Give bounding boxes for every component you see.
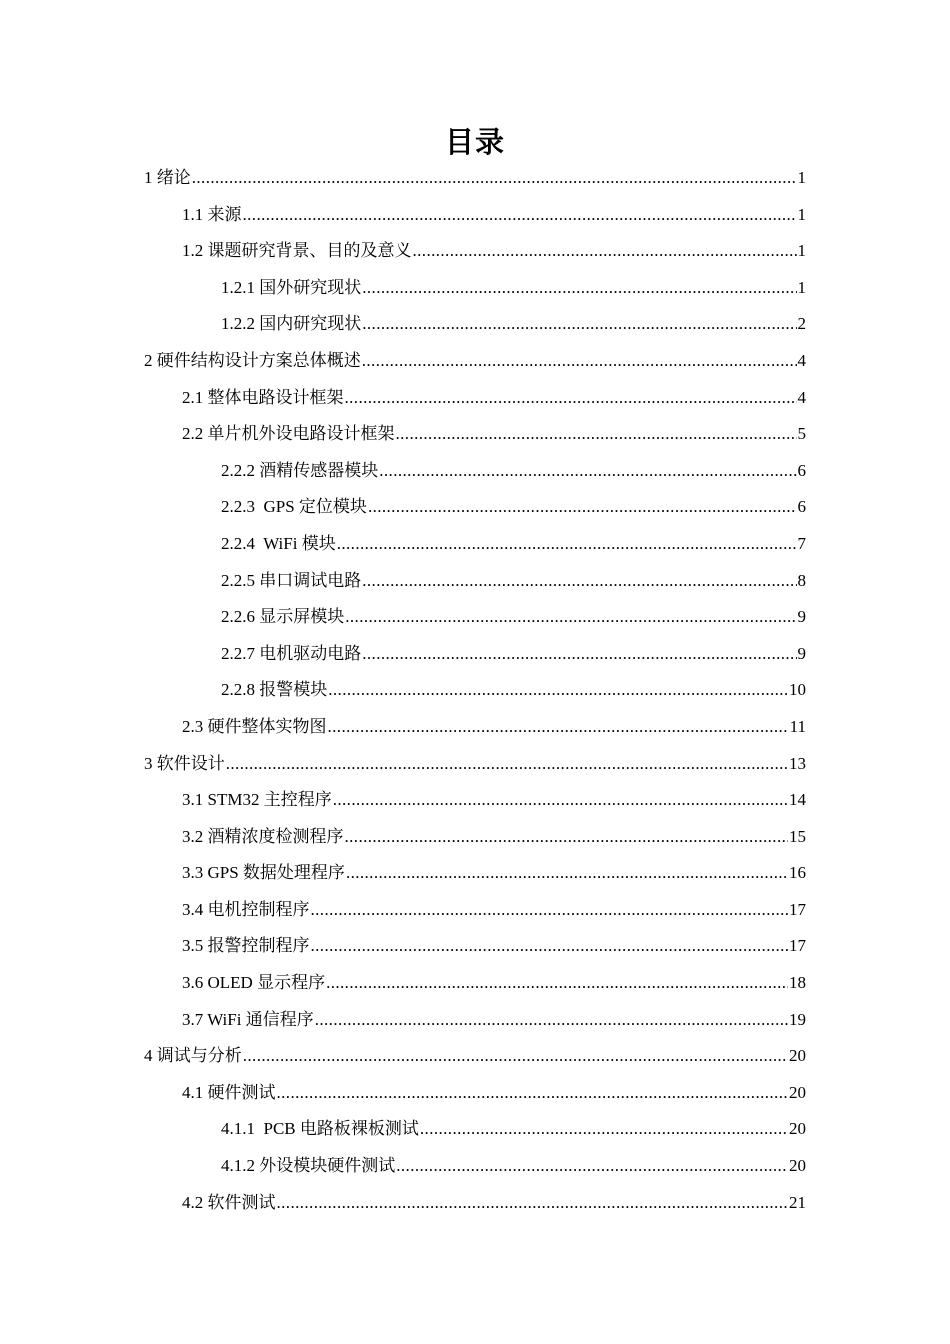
toc-entry-page: 13 <box>789 753 806 773</box>
toc-entry-page: 1 <box>797 277 806 297</box>
dot-leader <box>345 599 796 636</box>
toc-entry-text: 2.1 整体电路设计框架 <box>182 387 344 407</box>
toc-entry[interactable] <box>0 453 950 490</box>
dot-leader <box>326 965 788 1002</box>
toc-entry[interactable] <box>0 416 950 453</box>
toc-entry-page: 7 <box>797 533 806 553</box>
toc-entry-text: 2.2.6 显示屏模块 <box>221 607 345 627</box>
toc-entry-text: 2 硬件结构设计方案总体概述 <box>144 350 361 370</box>
toc-entry-page: 6 <box>797 460 806 480</box>
toc-entry-text: 4 调试与分析 <box>144 1046 242 1066</box>
dot-leader <box>362 636 796 673</box>
toc-entry[interactable] <box>0 1111 950 1148</box>
dot-leader <box>346 855 788 892</box>
dot-leader <box>362 270 796 307</box>
toc-entry[interactable] <box>0 197 950 234</box>
toc-entry-text: 1.2.2 国内研究现状 <box>221 314 362 334</box>
toc-entry-text: 2.2.3 GPS 定位模块 <box>221 497 367 517</box>
toc-entry-text: 4.1 硬件测试 <box>182 1082 276 1102</box>
dot-leader <box>345 380 797 417</box>
toc-entry[interactable] <box>0 1148 950 1185</box>
toc-entry-page: 10 <box>789 680 806 700</box>
toc-entry-text: 3.6 OLED 显示程序 <box>182 973 326 993</box>
toc-entry[interactable] <box>0 855 950 892</box>
toc-entry-page: 14 <box>789 790 806 810</box>
dot-leader <box>413 233 797 270</box>
toc-entry-page: 1 <box>797 168 806 187</box>
toc-entry-text: 2.2 单片机外设电路设计框架 <box>182 424 395 444</box>
toc-entry-text: 3.7 WiFi 通信程序 <box>182 1009 314 1029</box>
dot-leader <box>192 160 797 197</box>
toc-entry-text: 4.1.1 PCB 电路板裸板测试 <box>221 1119 419 1139</box>
toc-entry-text: 1.2.1 国外研究现状 <box>221 277 362 297</box>
dot-leader <box>226 746 788 783</box>
toc-entry[interactable] <box>0 270 950 307</box>
dot-leader <box>362 343 797 380</box>
toc-entry-page: 18 <box>789 973 806 993</box>
toc-entry-page: 21 <box>789 1192 806 1212</box>
toc-entry-text: 3 软件设计 <box>144 753 225 773</box>
toc-entry-text: 2.2.5 串口调试电路 <box>221 570 362 590</box>
toc-entry[interactable] <box>0 160 950 197</box>
dot-leader <box>243 197 797 234</box>
toc-entry-page: 4 <box>797 350 806 370</box>
toc-entry[interactable] <box>0 928 950 965</box>
toc-entry-page: 19 <box>789 1009 806 1029</box>
toc-entry[interactable] <box>0 965 950 1002</box>
toc-entry[interactable] <box>0 599 950 636</box>
dot-leader <box>345 819 789 856</box>
toc-entry-page: 20 <box>789 1156 806 1176</box>
toc-entry-page: 6 <box>797 497 806 517</box>
dot-leader <box>379 453 796 490</box>
toc-entry-text: 4.2 软件测试 <box>182 1192 276 1212</box>
page-title: 目录 <box>444 125 505 159</box>
dot-leader <box>311 892 789 929</box>
toc-entry-page: 9 <box>797 607 806 627</box>
toc-entry-page: 2 <box>797 314 806 334</box>
toc-entry[interactable] <box>0 306 950 343</box>
toc-entry[interactable] <box>0 1185 950 1222</box>
toc-entry-text: 2.2.8 报警模块 <box>221 680 328 700</box>
toc-entry[interactable] <box>0 819 950 856</box>
toc-entry[interactable] <box>0 489 950 526</box>
dot-leader <box>311 928 789 965</box>
toc-entry-page: 1 <box>797 204 806 224</box>
dot-leader <box>277 1075 789 1112</box>
dot-leader <box>328 672 788 709</box>
dot-leader <box>243 1038 788 1075</box>
toc-entry-text: 1 绪论 <box>144 168 191 187</box>
toc-entry-page: 5 <box>797 424 806 444</box>
toc-entry[interactable] <box>0 380 950 417</box>
dot-leader <box>315 1002 788 1039</box>
toc-entry-page: 16 <box>789 863 806 883</box>
toc-entry-text: 2.2.4 WiFi 模块 <box>221 533 336 553</box>
toc-entry[interactable] <box>0 1002 950 1039</box>
toc-entry-text: 3.2 酒精浓度检测程序 <box>182 826 344 846</box>
toc-entry-page: 17 <box>789 899 806 919</box>
toc-entry-text: 1.2 课题研究背景、目的及意义 <box>182 241 412 261</box>
dot-leader <box>337 526 797 563</box>
dot-leader <box>362 306 796 343</box>
toc-entry[interactable] <box>0 672 950 709</box>
toc-entry[interactable] <box>0 1038 950 1075</box>
toc-entry[interactable] <box>0 563 950 600</box>
toc-entry[interactable] <box>0 746 950 783</box>
toc-entry-page: 20 <box>789 1119 806 1139</box>
toc-entry[interactable] <box>0 526 950 563</box>
dot-leader <box>277 1185 789 1222</box>
toc-entry-page: 20 <box>789 1082 806 1102</box>
toc-entry-page: 8 <box>797 570 806 590</box>
toc-entry[interactable] <box>0 636 950 673</box>
toc-entry[interactable] <box>0 782 950 819</box>
toc-entry[interactable] <box>0 343 950 380</box>
toc-entry[interactable] <box>0 1075 950 1112</box>
dot-leader <box>333 782 788 819</box>
toc-entry-text: 3.1 STM32 主控程序 <box>182 790 332 810</box>
toc-entry-text: 3.3 GPS 数据处理程序 <box>182 863 345 883</box>
toc-entry-page: 17 <box>789 936 806 956</box>
toc-entry[interactable] <box>0 233 950 270</box>
toc-entry[interactable] <box>0 709 950 746</box>
toc-entry[interactable] <box>0 892 950 929</box>
table-of-contents <box>0 160 950 1221</box>
toc-entry-text: 2.2.2 酒精传感器模块 <box>221 460 379 480</box>
toc-entry-text: 1.1 来源 <box>182 204 242 224</box>
toc-entry-page: 20 <box>789 1046 806 1066</box>
toc-entry-text: 4.1.2 外设模块硬件测试 <box>221 1156 396 1176</box>
toc-entry-page: 9 <box>797 643 806 663</box>
toc-entry-text: 2.2.7 电机驱动电路 <box>221 643 362 663</box>
dot-leader <box>368 489 797 526</box>
dot-leader <box>328 709 789 746</box>
toc-entry-page: 1 <box>797 241 806 261</box>
toc-entry-page: 15 <box>789 826 806 846</box>
dot-leader <box>362 563 796 600</box>
toc-entry-page: 4 <box>797 387 806 407</box>
dot-leader <box>396 1148 788 1185</box>
dot-leader <box>420 1111 788 1148</box>
toc-entry-text: 3.5 报警控制程序 <box>182 936 310 956</box>
toc-entry-text: 2.3 硬件整体实物图 <box>182 716 327 736</box>
toc-entry-page: 11 <box>789 716 806 736</box>
toc-entry-text: 3.4 电机控制程序 <box>182 899 310 919</box>
dot-leader <box>396 416 797 453</box>
